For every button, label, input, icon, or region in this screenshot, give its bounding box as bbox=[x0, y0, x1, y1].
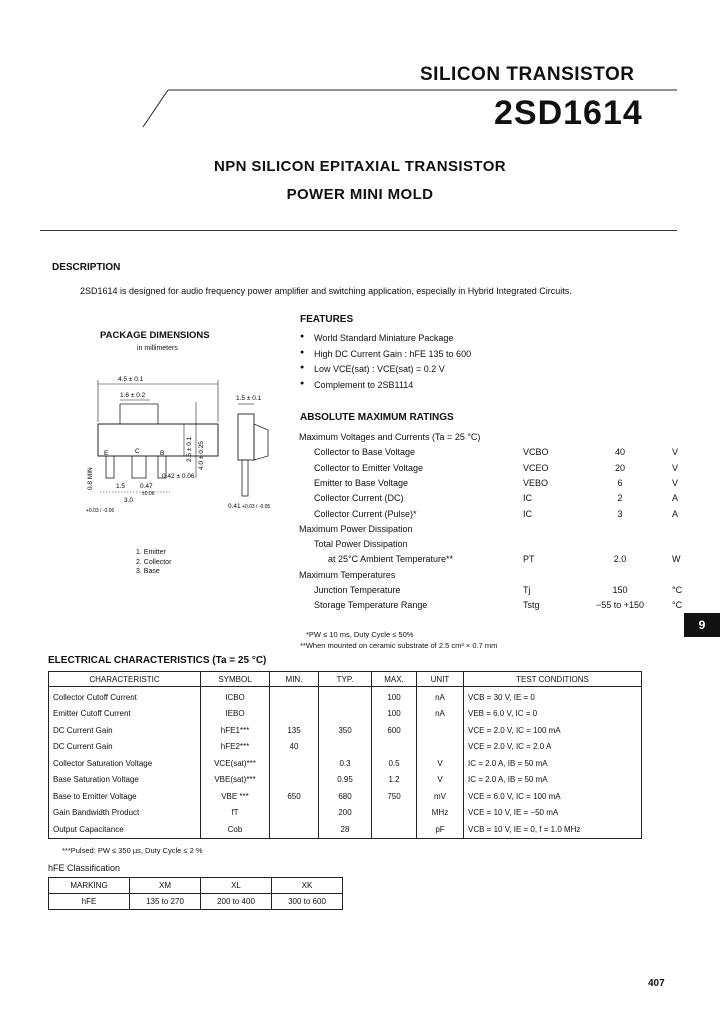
rating-row bbox=[0, 509, 720, 524]
rating-sym: IC bbox=[523, 493, 532, 504]
ratings-note-1: *PW ≤ 10 ms, Duty Cycle ≤ 50% bbox=[306, 630, 414, 639]
rating-unit: V bbox=[672, 447, 679, 458]
col-min: MIN. bbox=[270, 672, 319, 687]
ec-typ bbox=[319, 687, 372, 706]
hfe-class-header bbox=[49, 878, 343, 894]
ec-characteristic: DC Current Gain bbox=[49, 722, 201, 739]
rating-param: Collector Current (Pulse)* bbox=[314, 508, 417, 519]
rating-val: −55 to +150 bbox=[595, 600, 645, 611]
package-title: PACKAGE DIMENSIONS bbox=[100, 330, 210, 341]
hfe-col-xl: XL bbox=[201, 878, 272, 894]
rating-row bbox=[0, 524, 720, 539]
rating-sym: Tj bbox=[523, 585, 531, 595]
col-symbol: SYMBOL bbox=[201, 672, 270, 687]
table-row bbox=[49, 805, 642, 822]
ec-characteristic: Emitter Cutoff Current bbox=[49, 706, 201, 723]
rating-val: 3 bbox=[617, 508, 623, 519]
hfe-class-row bbox=[49, 894, 343, 910]
table-row bbox=[49, 687, 642, 706]
table-row bbox=[49, 722, 642, 739]
page-number: 407 bbox=[648, 978, 665, 989]
feature-item: ● Complement to 2SB1114 bbox=[300, 380, 471, 396]
features-heading: FEATURES bbox=[300, 314, 354, 325]
ec-typ bbox=[319, 739, 372, 756]
title-line-2: POWER MINI MOLD bbox=[286, 186, 434, 203]
ratings-heading: ABSOLUTE MAXIMUM RATINGS bbox=[300, 412, 454, 423]
dim-bottom-tol: +0.03 / -0.05 bbox=[242, 504, 271, 510]
rating-param: Collector to Base Voltage bbox=[314, 447, 416, 458]
ec-max: 100 bbox=[372, 687, 417, 706]
ec-characteristic: Collector Cutoff Current bbox=[49, 687, 201, 706]
hfe-col-xm: XM bbox=[130, 878, 201, 894]
rating-val: 40 bbox=[614, 447, 625, 458]
dim-lead-x2: 0.47 bbox=[140, 483, 153, 490]
ec-typ: 680 bbox=[319, 788, 372, 805]
dim-thickness: 1.5 ± 0.1 bbox=[236, 395, 262, 402]
dim-bottom: 0.41 bbox=[228, 503, 241, 510]
ec-characteristic: Collector Saturation Voltage bbox=[49, 755, 201, 772]
dim-pitch: 3.0 bbox=[124, 497, 134, 504]
rating-param: Collector Current (DC) bbox=[314, 493, 404, 504]
ec-min: 135 bbox=[270, 722, 319, 739]
description-text: 2SD1614 is designed for audio frequency power amplifier and switching application, especially in Hybrid Integrated Circuits. bbox=[80, 286, 572, 296]
rating-val: 2 bbox=[617, 493, 623, 504]
features-list bbox=[300, 333, 471, 395]
ec-test-conditions: VCB = 30 V, IE = 0 bbox=[464, 687, 642, 706]
rating-unit: A bbox=[672, 493, 679, 504]
ec-test-conditions: VEB = 6.0 V, IC = 0 bbox=[464, 706, 642, 723]
ec-typ: 0.95 bbox=[319, 772, 372, 789]
table-row bbox=[49, 772, 642, 789]
col-max: MAX. bbox=[372, 672, 417, 687]
dim-width-total: 4.5 ± 0.1 bbox=[118, 376, 144, 383]
dim-lead-w: 0.42 ± 0.06 bbox=[162, 473, 195, 480]
ec-unit bbox=[417, 739, 464, 756]
hfe-col-marking: MARKING bbox=[49, 878, 130, 894]
dim-lead-x1: 1.5 bbox=[116, 483, 126, 490]
dim-width-inner: 1.6 ± 0.2 bbox=[120, 392, 146, 399]
description-heading: DESCRIPTION bbox=[52, 262, 121, 273]
rating-sym: VCBO bbox=[523, 447, 549, 458]
electrical-table bbox=[48, 671, 642, 839]
rating-sym: Tstg bbox=[523, 600, 540, 611]
pin-legend-emitter: 1. Emitter bbox=[136, 549, 166, 556]
pin-c-label: C bbox=[135, 448, 140, 455]
rating-row bbox=[0, 554, 720, 569]
col-test-conditions: TEST CONDITIONS bbox=[464, 672, 642, 687]
rating-param: Junction Temperature bbox=[314, 585, 401, 595]
pin-legend-base: 3. Base bbox=[136, 568, 160, 575]
ec-max: 600 bbox=[372, 722, 417, 739]
ec-unit: pF bbox=[417, 821, 464, 838]
pin-e-label: E bbox=[104, 450, 109, 457]
rating-sym: VEBO bbox=[523, 477, 549, 488]
ec-max: 0.5 bbox=[372, 755, 417, 772]
hfe-col-xk: XK bbox=[272, 878, 343, 894]
ec-symbol: ICBO bbox=[201, 687, 270, 706]
ec-min bbox=[270, 687, 319, 706]
feature-item: ● Low VCE(sat) : VCE(sat) = 0.2 V bbox=[300, 364, 471, 380]
table-row bbox=[49, 821, 642, 838]
ec-test-conditions: IC = 2.0 A, IB = 50 mA bbox=[464, 755, 642, 772]
ec-min bbox=[270, 706, 319, 723]
ec-typ: 28 bbox=[319, 821, 372, 838]
table-row bbox=[49, 706, 642, 723]
col-typ: TYP. bbox=[319, 672, 372, 687]
ec-unit: MHz bbox=[417, 805, 464, 822]
ec-test-conditions: IC = 2.0 A, IB = 50 mA bbox=[464, 772, 642, 789]
rating-unit: °C bbox=[672, 600, 683, 611]
feature-item: ● High DC Current Gain : hFE 135 to 600 bbox=[300, 349, 471, 365]
ec-max bbox=[372, 821, 417, 838]
rating-sym: PT bbox=[523, 554, 535, 565]
ec-characteristic: DC Current Gain bbox=[49, 739, 201, 756]
pin-legend-collector: 2. Collector bbox=[136, 558, 172, 566]
electrical-heading: ELECTRICAL CHARACTERISTICS (Ta = 25 °C) bbox=[48, 655, 267, 666]
ec-test-conditions: VCE = 2.0 V, IC = 2.0 A bbox=[464, 739, 642, 756]
rating-sym: IC bbox=[523, 508, 532, 519]
ec-test-conditions: VCB = 10 V, IE = 0, f = 1.0 MHz bbox=[464, 821, 642, 838]
rating-param: Maximum Power Dissipation bbox=[299, 523, 413, 534]
rating-row bbox=[0, 600, 720, 615]
ec-max bbox=[372, 739, 417, 756]
ec-max: 750 bbox=[372, 788, 417, 805]
ratings-note-2: **When mounted on ceramic substrate of 2.5 cm² × 0.7 mm bbox=[300, 641, 498, 650]
rating-param: Emitter to Base Voltage bbox=[314, 477, 409, 488]
rating-row bbox=[0, 432, 720, 447]
rating-unit: V bbox=[672, 477, 679, 488]
ec-typ: 200 bbox=[319, 805, 372, 822]
ec-typ: 350 bbox=[319, 722, 372, 739]
rating-param: Collector to Emitter Voltage bbox=[314, 462, 424, 473]
ec-unit: V bbox=[417, 772, 464, 789]
ec-typ: 0.3 bbox=[319, 755, 372, 772]
rating-val: 6 bbox=[617, 477, 623, 488]
title-line-1: NPN SILICON EPITAXIAL TRANSISTOR bbox=[214, 158, 506, 175]
col-characteristic: CHARACTERISTIC bbox=[49, 672, 201, 687]
electrical-header-row bbox=[49, 672, 642, 687]
dim-lead-height: 0.8 MIN bbox=[87, 467, 94, 490]
ec-unit: V bbox=[417, 755, 464, 772]
ec-test-conditions: VCE = 10 V, IE = −50 mA bbox=[464, 805, 642, 822]
ec-min bbox=[270, 821, 319, 838]
ec-unit: nA bbox=[417, 706, 464, 723]
ec-max: 100 bbox=[372, 706, 417, 723]
rating-param: Total Power Dissipation bbox=[314, 539, 408, 550]
table-row bbox=[49, 739, 642, 756]
rating-unit: °C bbox=[672, 585, 683, 595]
product-type: SILICON TRANSISTOR bbox=[420, 64, 635, 85]
rating-unit: A bbox=[672, 508, 679, 519]
ec-test-conditions: VCE = 6.0 V, IC = 100 mA bbox=[464, 788, 642, 805]
dim-lead-x2-tol: ±0.06 bbox=[142, 491, 155, 497]
part-number: 2SD1614 bbox=[494, 94, 643, 132]
rating-val: 20 bbox=[614, 462, 625, 473]
ec-symbol: VBE(sat)*** bbox=[201, 772, 270, 789]
ec-characteristic: Gain Bandwidth Product bbox=[49, 805, 201, 822]
dim-lead-x1-tol: +0.03 / -0.06 bbox=[86, 508, 115, 514]
package-tab bbox=[120, 404, 158, 424]
hfe-class-table bbox=[48, 877, 343, 910]
ec-min bbox=[270, 805, 319, 822]
pin-b-label: B bbox=[160, 450, 165, 457]
rating-row bbox=[0, 539, 720, 554]
ec-characteristic: Output Capacitance bbox=[49, 821, 201, 838]
rating-unit: W bbox=[672, 554, 681, 565]
electrical-note: ***Pulsed: PW ≤ 350 µs, Duty Cycle ≤ 2 % bbox=[62, 846, 203, 855]
section-tab: 9 bbox=[684, 613, 720, 637]
rating-val: 2.0 bbox=[613, 554, 627, 565]
hfe-range-xl: 200 to 400 bbox=[201, 894, 272, 910]
package-subtitle: in millimeters bbox=[137, 345, 178, 352]
rating-row bbox=[0, 570, 720, 585]
dim-height-b: 4.0 ± 0.25 bbox=[198, 441, 205, 470]
ec-characteristic: Base Saturation Voltage bbox=[49, 772, 201, 789]
hfe-range-xm: 135 to 270 bbox=[130, 894, 201, 910]
ec-symbol: fT bbox=[201, 805, 270, 822]
rating-sym: VCEO bbox=[523, 462, 549, 473]
ec-symbol: VCE(sat)*** bbox=[201, 755, 270, 772]
hfe-range-xk: 300 to 600 bbox=[272, 894, 343, 910]
rating-param: Maximum Temperatures bbox=[299, 569, 396, 580]
ec-min bbox=[270, 755, 319, 772]
table-row bbox=[49, 755, 642, 772]
hfe-class-heading: hFE Classification bbox=[48, 863, 121, 873]
dim-height-a: 2.5 ± 0.1 bbox=[186, 436, 193, 462]
rating-row bbox=[0, 478, 720, 493]
rating-val: 150 bbox=[612, 585, 628, 595]
ec-unit: mV bbox=[417, 788, 464, 805]
ec-max bbox=[372, 805, 417, 822]
ec-typ bbox=[319, 706, 372, 723]
rating-param: at 25°C Ambient Temperature** bbox=[328, 554, 454, 565]
ec-unit bbox=[417, 722, 464, 739]
col-unit: UNIT bbox=[417, 672, 464, 687]
rating-unit: V bbox=[672, 462, 679, 473]
ec-symbol: IEBO bbox=[201, 706, 270, 723]
ec-min bbox=[270, 772, 319, 789]
ec-symbol: hFE1*** bbox=[201, 722, 270, 739]
ec-min: 650 bbox=[270, 788, 319, 805]
ec-test-conditions: VCE = 2.0 V, IC = 100 mA bbox=[464, 722, 642, 739]
rating-row bbox=[0, 585, 720, 600]
ec-unit: nA bbox=[417, 687, 464, 706]
rating-param: Maximum Voltages and Currents (Ta = 25 °C) bbox=[299, 432, 481, 442]
rating-param: Storage Temperature Range bbox=[314, 600, 428, 611]
feature-item: ● World Standard Miniature Package bbox=[300, 333, 471, 349]
title-divider bbox=[40, 230, 677, 231]
ec-symbol: Cob bbox=[201, 821, 270, 838]
table-row bbox=[49, 788, 642, 805]
ec-symbol: hFE2*** bbox=[201, 739, 270, 756]
rating-row bbox=[0, 493, 720, 508]
ec-symbol: VBE *** bbox=[201, 788, 270, 805]
ec-min: 40 bbox=[270, 739, 319, 756]
ec-characteristic: Base to Emitter Voltage bbox=[49, 788, 201, 805]
rating-row bbox=[0, 463, 720, 478]
rating-row bbox=[0, 447, 720, 462]
ec-max: 1.2 bbox=[372, 772, 417, 789]
hfe-row-label: hFE bbox=[49, 894, 130, 910]
